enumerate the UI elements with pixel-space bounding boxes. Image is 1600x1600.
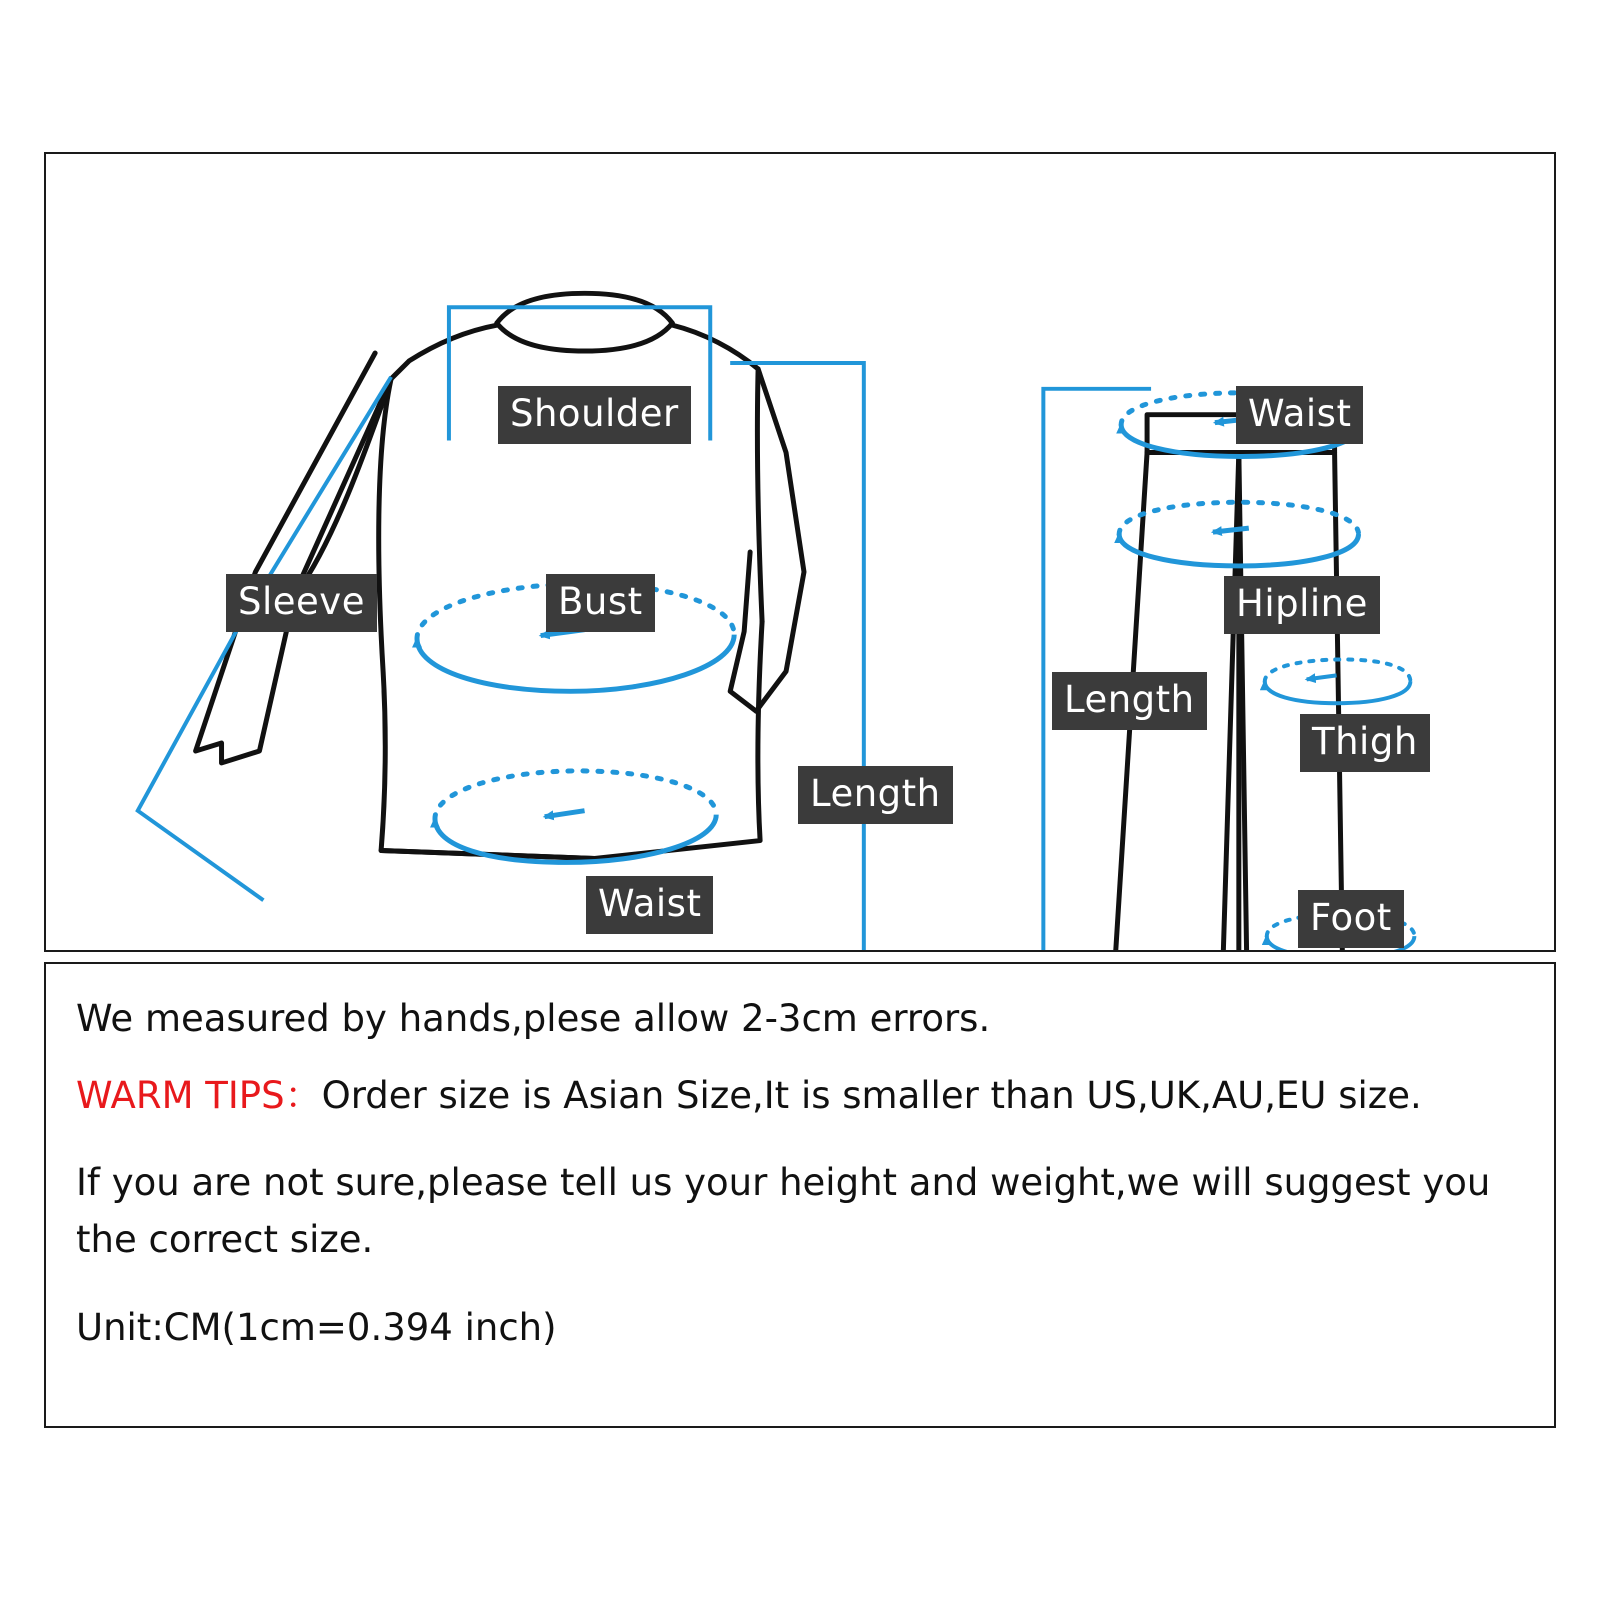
note-size-help: If you are not sure,please tell us your height and weight,we will suggest you the correct size. [76, 1161, 1491, 1262]
note-warm-tips [76, 1074, 1526, 1117]
notes-text-block [76, 997, 1526, 1386]
diagram-panel [44, 152, 1556, 952]
label-pants-length: Length [1052, 672, 1207, 730]
warm-tips-text: Order size is Asian Size,It is smaller than US,UK,AU,EU size. [321, 1074, 1422, 1117]
warm-tips-label: WARM TIPS： [76, 1074, 322, 1117]
label-pants-waist: Waist [1236, 386, 1363, 444]
note-unit: Unit:CM(1cm=0.394 inch) [76, 1305, 557, 1349]
note-measure-error: We measured by hands,plese allow 2-3cm errors. [76, 997, 991, 1040]
waist-measure-ellipse [435, 771, 716, 863]
label-shirt-waist: Waist [586, 876, 713, 934]
label-bust: Bust [546, 574, 655, 632]
length-bracket [664, 363, 863, 950]
sleeve-line-bottom [138, 622, 264, 901]
label-shoulder: Shoulder [498, 386, 691, 444]
label-foot: Foot [1298, 890, 1404, 948]
label-thigh: Thigh [1300, 714, 1430, 772]
label-shirt-length: Length [798, 766, 953, 824]
label-hipline: Hipline [1224, 576, 1380, 634]
garment-diagram-svg [46, 154, 1554, 950]
label-sleeve: Sleeve [226, 574, 377, 632]
